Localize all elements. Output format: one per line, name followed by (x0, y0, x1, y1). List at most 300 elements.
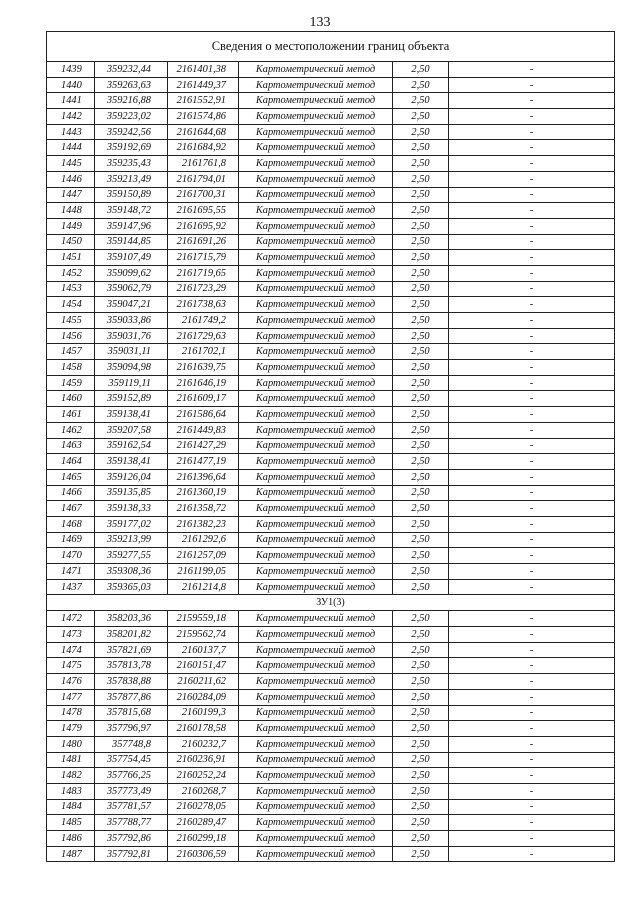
point-number-cell: 1466 (47, 485, 95, 501)
coord-y-cell: 2160268,7 (168, 783, 239, 799)
method-cell: Картометрический метод (239, 313, 393, 329)
point-number-cell: 1481 (47, 752, 95, 768)
coord-y-cell: 2161691,26 (168, 234, 239, 250)
description-cell: - (449, 250, 615, 266)
table-row (47, 438, 615, 454)
method-cell: Картометрический метод (239, 815, 393, 831)
table-row (47, 140, 615, 156)
coord-x-cell: 359138,41 (95, 407, 168, 423)
point-number-cell: 1457 (47, 344, 95, 360)
point-number-cell: 1468 (47, 516, 95, 532)
method-cell: Картометрический метод (239, 564, 393, 580)
table-row (47, 548, 615, 564)
point-number-cell: 1485 (47, 815, 95, 831)
table-row (47, 360, 615, 376)
description-cell: - (449, 109, 615, 125)
coord-y-cell: 2161695,92 (168, 218, 239, 234)
description-cell: - (449, 799, 615, 815)
point-number-cell: 1470 (47, 548, 95, 564)
description-cell: - (449, 846, 615, 862)
table-row (47, 516, 615, 532)
group1-body (47, 62, 615, 595)
accuracy-cell: 2,50 (393, 548, 449, 564)
description-cell: - (449, 328, 615, 344)
coord-x-cell: 359031,76 (95, 328, 168, 344)
table-row (47, 705, 615, 721)
accuracy-cell: 2,50 (393, 516, 449, 532)
accuracy-cell: 2,50 (393, 360, 449, 376)
point-number-cell: 1453 (47, 281, 95, 297)
description-cell: - (449, 721, 615, 737)
table-row (47, 831, 615, 847)
coord-x-cell: 359094,98 (95, 360, 168, 376)
coord-x-cell: 359232,44 (95, 62, 168, 78)
coord-y-cell: 2161794,01 (168, 171, 239, 187)
coord-y-cell: 2160289,47 (168, 815, 239, 831)
accuracy-cell: 2,50 (393, 391, 449, 407)
point-number-cell: 1462 (47, 422, 95, 438)
point-number-cell: 1465 (47, 469, 95, 485)
coord-y-cell: 2161729,63 (168, 328, 239, 344)
accuracy-cell: 2,50 (393, 815, 449, 831)
coord-y-cell: 2160252,24 (168, 768, 239, 784)
coord-y-cell: 2161761,8 (168, 156, 239, 172)
method-cell: Картометрический метод (239, 674, 393, 690)
method-cell: Картометрический метод (239, 297, 393, 313)
table-row (47, 203, 615, 219)
method-cell: Картометрический метод (239, 234, 393, 250)
accuracy-cell: 2,50 (393, 156, 449, 172)
table-row (47, 454, 615, 470)
accuracy-cell: 2,50 (393, 62, 449, 78)
coord-x-cell: 359213,49 (95, 171, 168, 187)
description-cell: - (449, 438, 615, 454)
table-row (47, 721, 615, 737)
table-row (47, 218, 615, 234)
coord-y-cell: 2160299,18 (168, 831, 239, 847)
method-cell: Картометрический метод (239, 360, 393, 376)
method-cell: Картометрический метод (239, 736, 393, 752)
method-cell: Картометрический метод (239, 516, 393, 532)
accuracy-cell: 2,50 (393, 831, 449, 847)
point-number-cell: 1477 (47, 689, 95, 705)
point-number-cell: 1461 (47, 407, 95, 423)
accuracy-cell: 2,50 (393, 768, 449, 784)
accuracy-cell: 2,50 (393, 375, 449, 391)
table-row (47, 564, 615, 580)
coord-y-cell: 2161695,55 (168, 203, 239, 219)
point-number-cell: 1478 (47, 705, 95, 721)
method-cell: Картометрический метод (239, 579, 393, 595)
point-number-cell: 1445 (47, 156, 95, 172)
coord-y-cell: 2160137,7 (168, 642, 239, 658)
coord-x-cell: 359216,88 (95, 93, 168, 109)
coord-y-cell: 2160199,3 (168, 705, 239, 721)
coord-x-cell: 359138,33 (95, 501, 168, 517)
accuracy-cell: 2,50 (393, 783, 449, 799)
description-cell: - (449, 297, 615, 313)
point-number-cell: 1476 (47, 674, 95, 690)
method-cell: Картометрический метод (239, 768, 393, 784)
coord-x-cell: 357792,81 (95, 846, 168, 862)
accuracy-cell: 2,50 (393, 752, 449, 768)
coord-x-cell: 359277,55 (95, 548, 168, 564)
description-cell: - (449, 469, 615, 485)
table-row (47, 109, 615, 125)
coord-x-cell: 359308,36 (95, 564, 168, 580)
coord-x-cell: 359135,85 (95, 485, 168, 501)
accuracy-cell: 2,50 (393, 705, 449, 721)
coord-y-cell: 2161738,63 (168, 297, 239, 313)
coord-x-cell: 357788,77 (95, 815, 168, 831)
coord-x-cell: 359177,02 (95, 516, 168, 532)
description-cell: - (449, 642, 615, 658)
coord-y-cell: 2160306,59 (168, 846, 239, 862)
coord-x-cell: 357748,8 (95, 736, 168, 752)
table-row (47, 768, 615, 784)
accuracy-cell: 2,50 (393, 532, 449, 548)
table-row (47, 642, 615, 658)
point-number-cell: 1448 (47, 203, 95, 219)
table-row (47, 391, 615, 407)
method-cell: Картометрический метод (239, 846, 393, 862)
accuracy-cell: 2,50 (393, 658, 449, 674)
coord-x-cell: 359099,62 (95, 265, 168, 281)
coord-x-cell: 358203,36 (95, 611, 168, 627)
description-cell: - (449, 140, 615, 156)
accuracy-cell: 2,50 (393, 218, 449, 234)
description-cell: - (449, 831, 615, 847)
accuracy-cell: 2,50 (393, 328, 449, 344)
method-cell: Картометрический метод (239, 328, 393, 344)
coord-x-cell: 359162,54 (95, 438, 168, 454)
accuracy-cell: 2,50 (393, 721, 449, 737)
method-cell: Картометрический метод (239, 611, 393, 627)
accuracy-cell: 2,50 (393, 689, 449, 705)
coord-y-cell: 2160278,05 (168, 799, 239, 815)
coord-x-cell: 359126,04 (95, 469, 168, 485)
method-cell: Картометрический метод (239, 627, 393, 643)
table-row (47, 815, 615, 831)
accuracy-cell: 2,50 (393, 407, 449, 423)
table-row (47, 297, 615, 313)
coord-y-cell: 2159559,18 (168, 611, 239, 627)
coord-y-cell: 2161702,1 (168, 344, 239, 360)
coord-y-cell: 2161723,29 (168, 281, 239, 297)
point-number-cell: 1444 (47, 140, 95, 156)
coord-x-cell: 357766,25 (95, 768, 168, 784)
accuracy-cell: 2,50 (393, 344, 449, 360)
point-number-cell: 1471 (47, 564, 95, 580)
description-cell: - (449, 313, 615, 329)
coord-x-cell: 359263,63 (95, 77, 168, 93)
coord-y-cell: 2161574,86 (168, 109, 239, 125)
method-cell: Картометрический метод (239, 485, 393, 501)
description-cell: - (449, 422, 615, 438)
table-row (47, 674, 615, 690)
table-row (47, 846, 615, 862)
table-row (47, 93, 615, 109)
description-cell: - (449, 203, 615, 219)
point-number-cell: 1487 (47, 846, 95, 862)
method-cell: Картометрический метод (239, 799, 393, 815)
point-number-cell: 1447 (47, 187, 95, 203)
coord-y-cell: 2161646,19 (168, 375, 239, 391)
coord-y-cell: 2161609,17 (168, 391, 239, 407)
table-row (47, 783, 615, 799)
coord-y-cell: 2161719,65 (168, 265, 239, 281)
coord-x-cell: 359213,99 (95, 532, 168, 548)
method-cell: Картометрический метод (239, 140, 393, 156)
point-number-cell: 1472 (47, 611, 95, 627)
description-cell: - (449, 218, 615, 234)
description-cell: - (449, 658, 615, 674)
coord-y-cell: 2161639,75 (168, 360, 239, 376)
method-cell: Картометрический метод (239, 501, 393, 517)
point-number-cell: 1479 (47, 721, 95, 737)
method-cell: Картометрический метод (239, 407, 393, 423)
table-row (47, 344, 615, 360)
description-cell: - (449, 627, 615, 643)
description-cell: - (449, 674, 615, 690)
coord-y-cell: 2159562,74 (168, 627, 239, 643)
coord-x-cell: 359150,89 (95, 187, 168, 203)
description-cell: - (449, 454, 615, 470)
method-cell: Картометрический метод (239, 422, 393, 438)
coord-y-cell: 2160151,47 (168, 658, 239, 674)
description-cell: - (449, 579, 615, 595)
description-cell: - (449, 281, 615, 297)
coord-x-cell: 357877,86 (95, 689, 168, 705)
table-row (47, 501, 615, 517)
description-cell: - (449, 532, 615, 548)
boundary-coordinates-table (46, 31, 615, 862)
accuracy-cell: 2,50 (393, 234, 449, 250)
accuracy-cell: 2,50 (393, 187, 449, 203)
coord-x-cell: 359144,85 (95, 234, 168, 250)
point-number-cell: 1483 (47, 783, 95, 799)
point-number-cell: 1484 (47, 799, 95, 815)
point-number-cell: 1459 (47, 375, 95, 391)
accuracy-cell: 2,50 (393, 454, 449, 470)
description-cell: - (449, 752, 615, 768)
coord-y-cell: 2160236,91 (168, 752, 239, 768)
description-cell: - (449, 407, 615, 423)
table-row (47, 171, 615, 187)
method-cell: Картометрический метод (239, 548, 393, 564)
accuracy-cell: 2,50 (393, 281, 449, 297)
description-cell: - (449, 375, 615, 391)
point-number-cell: 1464 (47, 454, 95, 470)
accuracy-cell: 2,50 (393, 313, 449, 329)
accuracy-cell: 2,50 (393, 438, 449, 454)
table-row (47, 532, 615, 548)
table-row (47, 250, 615, 266)
accuracy-cell: 2,50 (393, 627, 449, 643)
point-number-cell: 1460 (47, 391, 95, 407)
coord-y-cell: 2161586,64 (168, 407, 239, 423)
page-number: 133 (309, 15, 331, 30)
coord-x-cell: 359235,43 (95, 156, 168, 172)
table-row (47, 375, 615, 391)
accuracy-cell: 2,50 (393, 250, 449, 266)
accuracy-cell: 2,50 (393, 736, 449, 752)
coord-y-cell: 2161449,83 (168, 422, 239, 438)
table-title-row (47, 32, 615, 62)
accuracy-cell: 2,50 (393, 642, 449, 658)
table-row (47, 485, 615, 501)
table-title: Сведения о местоположении границ объекта (47, 32, 615, 62)
coord-y-cell: 2161715,79 (168, 250, 239, 266)
coord-x-cell: 357813,78 (95, 658, 168, 674)
description-cell: - (449, 516, 615, 532)
table-row (47, 611, 615, 627)
coord-x-cell: 357781,57 (95, 799, 168, 815)
accuracy-cell: 2,50 (393, 485, 449, 501)
description-cell: - (449, 689, 615, 705)
point-number-cell: 1451 (47, 250, 95, 266)
table-row (47, 799, 615, 815)
description-cell: - (449, 391, 615, 407)
coord-x-cell: 359107,49 (95, 250, 168, 266)
point-number-cell: 1456 (47, 328, 95, 344)
table-row (47, 234, 615, 250)
accuracy-cell: 2,50 (393, 77, 449, 93)
coord-x-cell: 359192,69 (95, 140, 168, 156)
coord-y-cell: 2161360,19 (168, 485, 239, 501)
coord-y-cell: 2161382,23 (168, 516, 239, 532)
method-cell: Картометрический метод (239, 124, 393, 140)
method-cell: Картометрический метод (239, 344, 393, 360)
method-cell: Картометрический метод (239, 532, 393, 548)
coord-x-cell: 359223,02 (95, 109, 168, 125)
coord-x-cell: 359207,58 (95, 422, 168, 438)
point-number-cell: 1443 (47, 124, 95, 140)
description-cell: - (449, 501, 615, 517)
table-row (47, 422, 615, 438)
coord-y-cell: 2160211,62 (168, 674, 239, 690)
table-row (47, 77, 615, 93)
description-cell: - (449, 705, 615, 721)
point-number-cell: 1450 (47, 234, 95, 250)
method-cell: Картометрический метод (239, 831, 393, 847)
method-cell: Картометрический метод (239, 62, 393, 78)
method-cell: Картометрический метод (239, 265, 393, 281)
accuracy-cell: 2,50 (393, 422, 449, 438)
coord-y-cell: 2161749,2 (168, 313, 239, 329)
point-number-cell: 1454 (47, 297, 95, 313)
description-cell: - (449, 548, 615, 564)
coord-x-cell: 359033,86 (95, 313, 168, 329)
table-row (47, 469, 615, 485)
method-cell: Картометрический метод (239, 156, 393, 172)
accuracy-cell: 2,50 (393, 846, 449, 862)
coord-x-cell: 359365,03 (95, 579, 168, 595)
accuracy-cell: 2,50 (393, 297, 449, 313)
table-row (47, 187, 615, 203)
description-cell: - (449, 124, 615, 140)
accuracy-cell: 2,50 (393, 501, 449, 517)
coord-y-cell: 2161644,68 (168, 124, 239, 140)
point-number-cell: 1449 (47, 218, 95, 234)
coord-x-cell: 359047,21 (95, 297, 168, 313)
coord-x-cell: 357815,68 (95, 705, 168, 721)
point-number-cell: 1441 (47, 93, 95, 109)
coord-x-cell: 359147,96 (95, 218, 168, 234)
accuracy-cell: 2,50 (393, 93, 449, 109)
point-number-cell: 1473 (47, 627, 95, 643)
description-cell: - (449, 77, 615, 93)
method-cell: Картометрический метод (239, 171, 393, 187)
accuracy-cell: 2,50 (393, 799, 449, 815)
table-row (47, 627, 615, 643)
accuracy-cell: 2,50 (393, 579, 449, 595)
method-cell: Картометрический метод (239, 783, 393, 799)
method-cell: Картометрический метод (239, 438, 393, 454)
point-number-cell: 1474 (47, 642, 95, 658)
method-cell: Картометрический метод (239, 642, 393, 658)
point-number-cell: 1442 (47, 109, 95, 125)
coord-y-cell: 2161449,37 (168, 77, 239, 93)
method-cell: Картометрический метод (239, 705, 393, 721)
coord-y-cell: 2161292,6 (168, 532, 239, 548)
accuracy-cell: 2,50 (393, 674, 449, 690)
accuracy-cell: 2,50 (393, 109, 449, 125)
coord-x-cell: 359062,79 (95, 281, 168, 297)
table-row (47, 752, 615, 768)
accuracy-cell: 2,50 (393, 140, 449, 156)
point-number-cell: 1475 (47, 658, 95, 674)
table-row (47, 579, 615, 595)
accuracy-cell: 2,50 (393, 203, 449, 219)
method-cell: Картометрический метод (239, 689, 393, 705)
group2-body (47, 611, 615, 862)
section-label: ЗУ1(3) (47, 595, 615, 611)
table-row (47, 124, 615, 140)
accuracy-cell: 2,50 (393, 124, 449, 140)
point-number-cell: 1480 (47, 736, 95, 752)
description-cell: - (449, 611, 615, 627)
method-cell: Картометрический метод (239, 469, 393, 485)
method-cell: Картометрический метод (239, 187, 393, 203)
table-row (47, 736, 615, 752)
method-cell: Картометрический метод (239, 93, 393, 109)
coord-x-cell: 357796,97 (95, 721, 168, 737)
table-row (47, 313, 615, 329)
method-cell: Картометрический метод (239, 109, 393, 125)
section-row (47, 595, 615, 611)
description-cell: - (449, 815, 615, 831)
point-number-cell: 1467 (47, 501, 95, 517)
coord-x-cell: 357838,88 (95, 674, 168, 690)
table-row (47, 328, 615, 344)
coord-y-cell: 2161401,38 (168, 62, 239, 78)
coord-y-cell: 2161199,05 (168, 564, 239, 580)
description-cell: - (449, 187, 615, 203)
point-number-cell: 1482 (47, 768, 95, 784)
coord-x-cell: 357821,69 (95, 642, 168, 658)
point-number-cell: 1469 (47, 532, 95, 548)
table-row (47, 658, 615, 674)
method-cell: Картометрический метод (239, 77, 393, 93)
description-cell: - (449, 234, 615, 250)
description-cell: - (449, 564, 615, 580)
description-cell: - (449, 485, 615, 501)
point-number-cell: 1437 (47, 579, 95, 595)
point-number-cell: 1486 (47, 831, 95, 847)
description-cell: - (449, 768, 615, 784)
description-cell: - (449, 344, 615, 360)
